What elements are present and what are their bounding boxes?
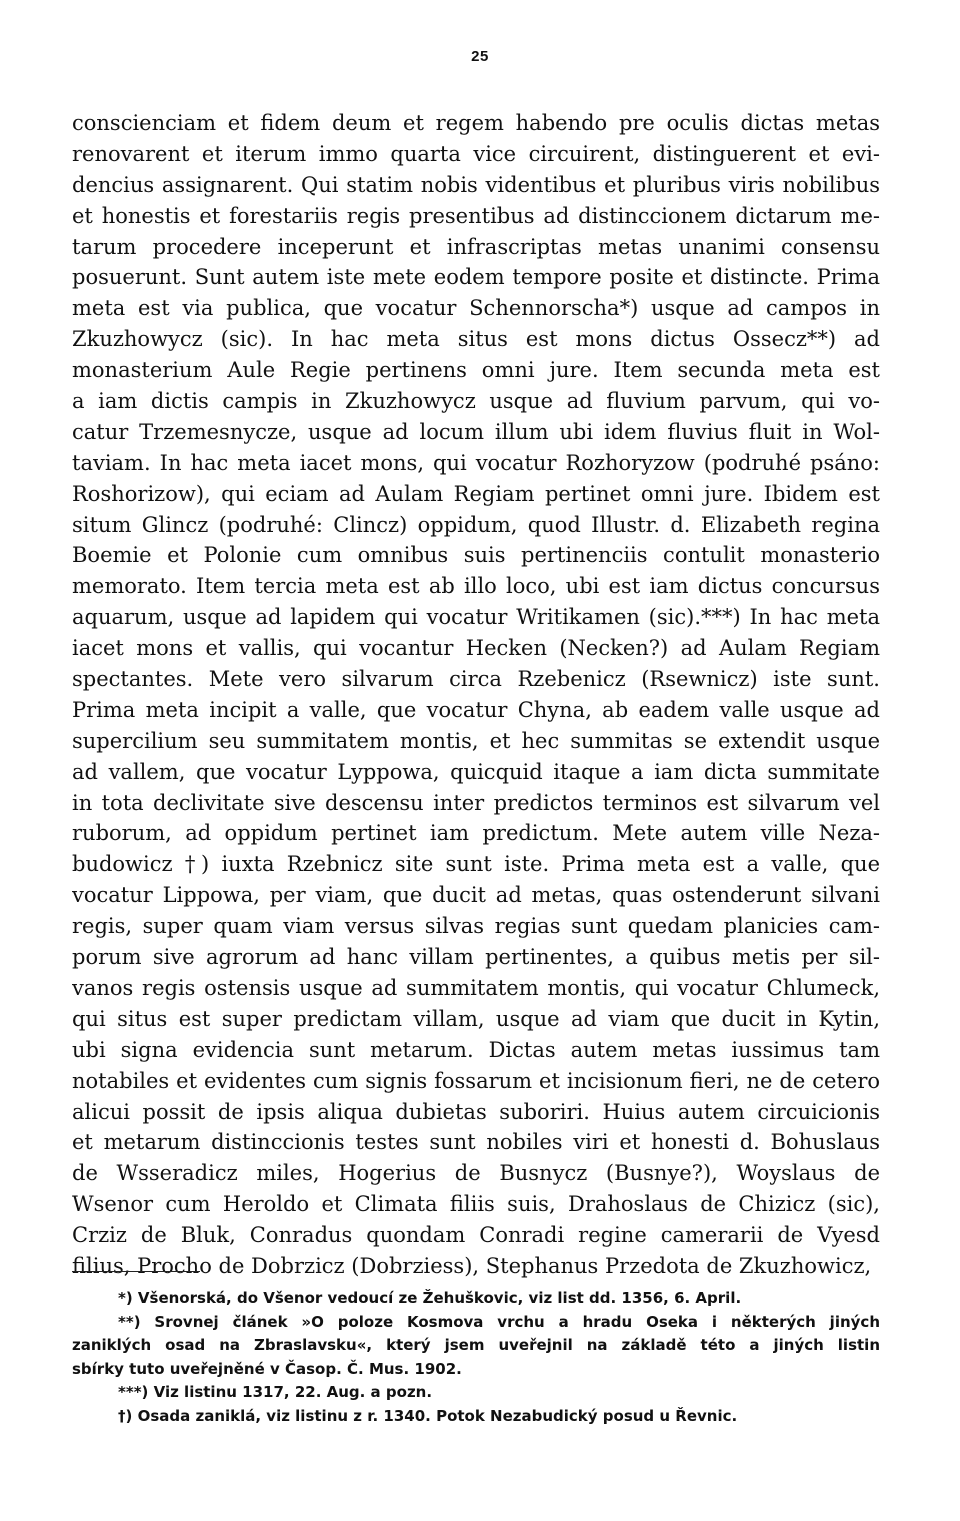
footnote-3: ***) Viz listinu 1317, 22. Aug. a pozn. [118, 1383, 433, 1402]
text-line: a iam dictis campis in Zkuzhowycz usque ad fluvium parvum, qui vo- [72, 389, 880, 414]
footnote-4: †) Osada zaniklá, viz listinu z r. 1340. Potok Nezabudický posud u Řevnic. [118, 1406, 738, 1425]
text-line: renovarent et iterum immo quarta vice circuirent, distinguerent et evi- [72, 141, 880, 166]
text-line: Roshorizow), qui eciam ad Aulam Regiam pertinet omni jure. Ibidem est [72, 481, 880, 506]
text-line: supercilium seu summitatem montis, et hec summitas se extendit usque [72, 728, 880, 753]
text-line: taviam. In hac meta iacet mons, qui vocatur Rozhoryzow (podruhé psáno: [72, 450, 880, 475]
text-line: notabiles et evidentes cum signis fossarum et incisionum fieri, ne de cetero [72, 1068, 880, 1093]
text-line: Wsenor cum Heroldo et Climata filiis suis, Drahoslaus de Chizicz (sic), [72, 1192, 880, 1217]
text-line: et metarum distinccionis testes sunt nobiles viri et honesti d. Bohuslaus [72, 1130, 880, 1155]
body-text [72, 108, 880, 1282]
text-line: dencius assignarent. Qui statim nobis videntibus et pluribus viris nobilibus [72, 172, 880, 197]
text-line: Zkuzhowycz (sic). In hac meta situs est mons dictus Ossecz**) ad [72, 327, 880, 352]
text-line: et honestis et forestariis regis presentibus ad distinccionem dictarum me- [72, 203, 880, 228]
text-line: ad vallem, que vocatur Lyppowa, quicquid itaque a iam dicta summitate [72, 759, 880, 784]
text-line: qui situs est super predictam villam, usque ad viam que ducit in Kytin, [72, 1006, 880, 1031]
text-line: ubi signa evidencia sunt metarum. Dictas autem metas iussimus tam [72, 1037, 880, 1062]
text-line: Prima meta incipit a valle, que vocatur Chyna, ab eadem valle usque ad [72, 697, 880, 722]
footnote-2-line-1: **) Srovnej článek »O poloze Kosmova vrchu a hradu Oseka i některých jiných [118, 1312, 880, 1331]
text-line: budowicz †) iuxta Rzebnicz site sunt iste. Prima meta est a valle, que [72, 852, 880, 877]
text-line: tarum procedere inceperunt et infrascriptas metas unanimi consensu [72, 234, 880, 259]
text-line: Crziz de Bluk, Conradus quondam Conradi regine camerarii de Vyesd [72, 1223, 880, 1248]
text-line: catur Trzemesnycze, usque ad locum illum ubi idem fluvius fluit in Wol- [72, 419, 880, 444]
footnote-separator [72, 1271, 200, 1272]
text-line: vanos regis ostensis usque ad summitatem montis, qui vocatur Chlumeck, [72, 975, 880, 1000]
text-line: situm Glincz (podruhé: Clincz) oppidum, quod Illustr. d. Elizabeth regina [72, 512, 880, 537]
text-line: ruborum, ad oppidum pertinet iam predictum. Mete autem ville Neza- [72, 821, 880, 846]
text-line: filius, Procho de Dobrzicz (Dobrziess), Stephanus Przedota de Zkuzhowicz, [72, 1253, 872, 1278]
text-line: vocatur Lippowa, per viam, que ducit ad metas, quas ostenderunt silvani [72, 883, 880, 908]
text-line: posuerunt. Sunt autem iste mete eodem tempore posite et distincte. Prima [72, 265, 880, 290]
text-line: aquarum, usque ad lapidem qui vocatur Writikamen (sic).***) In hac meta [72, 605, 880, 630]
text-line: in tota declivitate sive descensu inter predictos terminos est silvarum vel [72, 790, 880, 815]
text-line: alicui possit de ipsis aliqua dubietas suboriri. Huius autem circuicionis [72, 1099, 880, 1124]
text-line: regis, super quam viam versus silvas regias sunt quedam planicies cam- [72, 914, 880, 939]
page-number: 25 [471, 48, 489, 65]
text-line: conscienciam et fidem deum et regem habendo pre oculis dictas metas [72, 111, 880, 135]
text-line: iacet mons et vallis, qui vocantur Hecken (Necken?) ad Aulam Regiam [72, 636, 880, 661]
footnote-2-line-3: sbírky tuto uveřejněné v Časop. Č. Mus. 1902. [72, 1359, 462, 1378]
text-line: porum sive agrorum ad hanc villam pertinentes, a quibus metis per sil- [72, 945, 880, 970]
text-line: de Wsseradicz miles, Hogerius de Busnycz (Busnye?), Woyslaus de [72, 1161, 880, 1186]
text-line: meta est via publica, que vocatur Schennorscha*) usque ad campos in [72, 296, 880, 321]
text-line: spectantes. Mete vero silvarum circa Rzebenicz (Rsewnicz) iste sunt. [72, 667, 880, 692]
footnote-1: *) Všenorská, do Všenor vedoucí ze Žehuškovic, viz list dd. 1356, 6. April. [118, 1289, 742, 1307]
text-line: monasterium Aule Regie pertinens omni jure. Item secunda meta est [72, 358, 880, 383]
text-line: Boemie et Polonie cum omnibus suis pertinenciis contulit monasterio [72, 543, 880, 568]
footnotes [72, 1287, 880, 1429]
text-line: memorato. Item tercia meta est ab illo loco, ubi est iam dictus concursus [72, 574, 880, 599]
footnote-2-line-2: zaniklých osad na Zbraslavsku«, který jsem uveřejnil na základě této a jiných listin [72, 1336, 880, 1355]
